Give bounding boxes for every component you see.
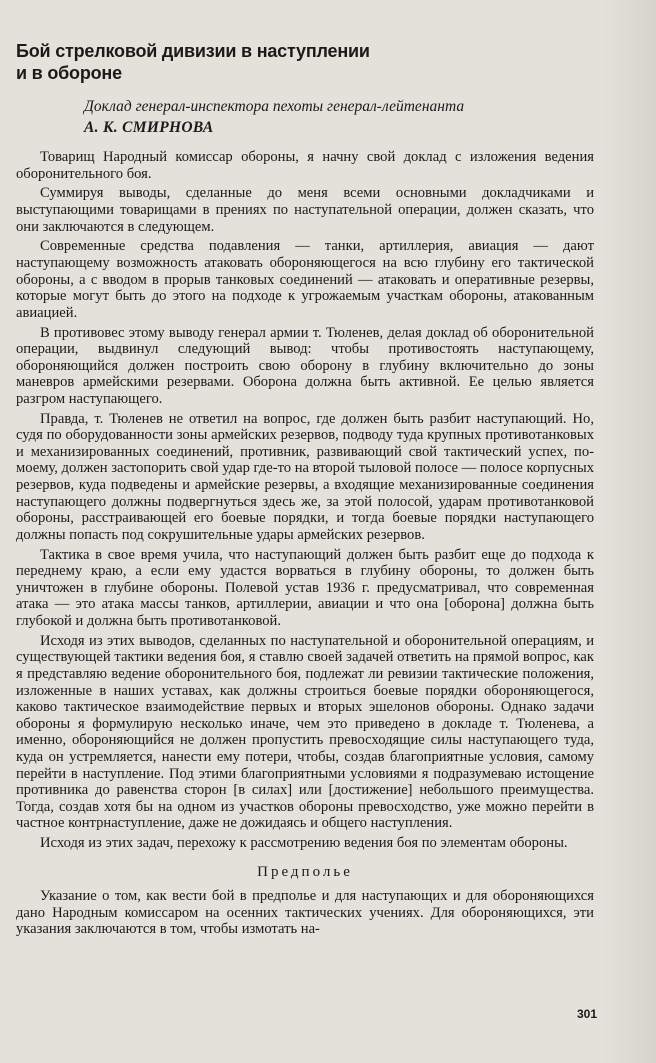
paragraph-1: Товарищ Народный комиссар обороны, я начну свой доклад с изложения ведения оборонительного боя. [16, 149, 594, 182]
page-number: 301 [576, 1007, 597, 1021]
section-heading: Предполье [257, 863, 353, 880]
article-title-line-1: Бой стрелковой дивизии в наступлении [16, 41, 370, 61]
paragraph-5: Правда, т. Тюленев не ответил на вопрос, где должен быть разбит наступающий. Но, судя по оборудованности зоны армейских резервов, подводу туда крупных противотанковых и механизированных соединений, противник, развивающий свой тактический успех, по-моему, должен застопорить свой удар где-то на второй тыловой полосе — полосе корпусных резервов, куда подведены и армейские резервы, а входящие механизированные соединения наступающего должны подвергнуться здесь же, за этой полосой, ударам противотанковой обороны, расстраивающей его боевые порядки, и тогда боевые порядки наступающего должны попасть под сокрушительные удары армейских резервов. [16, 410, 594, 543]
section-paragraph-1: Указание о том, как вести бой в предполье и для наступающих и для обороняющихся дано Народным комиссаром на осенних тактических учениях. Для обороняющихся, эти указания заключаются в том, чтобы измотать на- [16, 888, 594, 938]
paragraph-6: Тактика в свое время учила, что наступающий должен быть разбит еще до подхода к переднему краю, а если ему удастся ворваться в глубину обороны, то должен быть уничтожен в глубине обороны. Полевой устав 1936 г. предусматривал, что современная атака — это атака массы танков, артиллерии, авиации и что она [оборона] должна быть глубокой и должна быть противотанковой. [16, 546, 594, 629]
paragraph-2: Суммируя выводы, сделанные до меня всеми основными докладчиками и выступающими товарищами в прениях по наступательной операции, должен сказать, что они заключаются в следующем. [16, 185, 594, 235]
paragraph-4: В противовес этому выводу генерал армии т. Тюленев, делая доклад об оборонительной операции, выдвинул следующий вывод: чтобы противостоять наступающему, обороняющийся должен построить свою оборону в глубину включительно до зоны маневров армейскими резервами. Оборона должна быть активной. Ее целью является разгром наступающего. [16, 324, 594, 407]
byline-author: А. К. СМИРНОВА [84, 119, 214, 136]
article-title-line-2: и в обороне [16, 63, 122, 83]
article-body [16, 149, 594, 941]
paragraph-8: Исходя из этих задач, перехожу к рассмотрению ведения боя по элементам обороны. [40, 835, 568, 852]
paragraph-7: Исходя из этих выводов, сделанных по наступательной и оборонительной операциям, и существующей тактики ведения боя, я ставлю своей задачей ответить на прямой вопрос, как я представляю ведение оборонительного боя, подлежат ли ревизии тактические положения, изложенные в наших уставах, как должны строиться боевые порядки обороняющегося, каково тактическое взаимодействие первых и вторых эшелонов обороны. Однако задачи обороны я формулирую несколько иначе, чем это приведено в докладе т. Тюленева, а именно, обороняющийся не должен пропустить превосходящие силы наступающего туда, куда он устремляется, нанести ему потери, чтобы, создав благоприятные условия, самому перейти в наступление. Под этими благоприятными условиями я подразумеваю истощение противника до равенства сторон [в силах] или [достижение] небольшого преимущества. Тогда, создав хотя бы на одном из участков обороны превосходство, уже можно перейти в частное контрнаступление, даже не дожидаясь и общего наступления. [16, 632, 594, 832]
paragraph-3: Современные средства подавления — танки, артиллерия, авиация — дают наступающему возможность атаковать обороняющегося на всю глубину его тактической обороны, а с вводом в прорыв танковых соединений — атаковать и оперативные резервы, которые могут быть до этого на подходе к угрожаемым участкам обороны, атакованным авиацией. [16, 238, 594, 321]
article-byline [84, 96, 604, 138]
facing-page-edge [600, 0, 656, 1063]
article-title [16, 40, 576, 84]
byline-position: Доклад генерал-инспектора пехоты генерал-лейтенанта [84, 98, 465, 115]
